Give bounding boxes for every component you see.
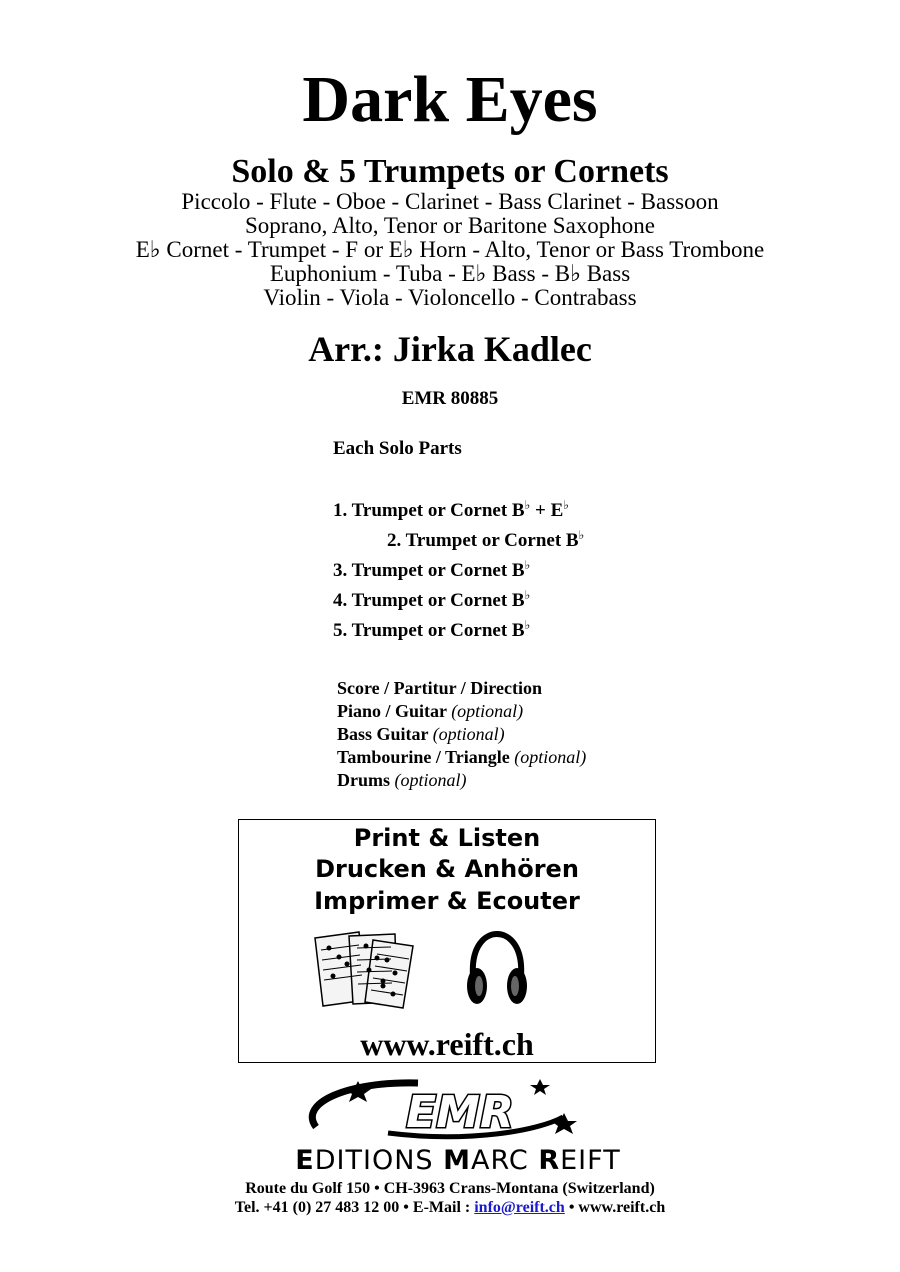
extra-label: Piano / Guitar [337, 701, 452, 721]
tagline-initial: R [538, 1145, 561, 1176]
publisher-address: Route du Golf 150 • CH-3963 Crans-Montana (Switzerland) [245, 1180, 655, 1197]
extra-part [337, 723, 505, 746]
extra-label: Tambourine / Triangle [337, 747, 515, 767]
headphones-icon [465, 930, 529, 1010]
part-label: 4. Trumpet or Cornet B [333, 590, 525, 611]
flat-sign: ♭ [524, 558, 531, 572]
tagline-initial: E [295, 1145, 315, 1176]
flat-sign: ♭ [524, 588, 531, 602]
extra-part [337, 769, 467, 792]
tagline-word: DITIONS [314, 1145, 444, 1176]
extra-part [337, 746, 586, 769]
extra-optional: (optional) [514, 747, 587, 767]
part-item [333, 620, 530, 642]
extra-optional: (optional) [394, 770, 467, 790]
part-label-tail: + E [530, 500, 564, 521]
part-item [333, 500, 569, 522]
star-icon [551, 1113, 577, 1134]
flat-sign: ♭ [578, 528, 585, 542]
promo-line-en: Print & Listen [353, 824, 541, 852]
arranger: Arr.: Jirka Kadlec [308, 329, 592, 369]
instrument-line-1: Piccolo - Flute - Oboe - Clarinet - Bass Clarinet - Bassoon [181, 189, 719, 214]
flat-sign: ♭ [563, 498, 569, 512]
extra-label: Score / Partitur / Direction [337, 678, 542, 698]
flat-sign: ♭ [524, 618, 531, 632]
part-item [333, 560, 530, 582]
tagline-word: ARC [471, 1145, 539, 1176]
tagline-initial: M [443, 1145, 471, 1176]
part-item [387, 530, 584, 552]
emr-logo-text: EMR [406, 1087, 514, 1138]
email-link[interactable]: info@reift.ch [474, 1199, 565, 1216]
part-label: 1. Trumpet or Cornet B [333, 500, 525, 521]
part-item [333, 590, 530, 612]
flat-sign: ♭ [524, 498, 531, 512]
instrument-line-4: Euphonium - Tuba - E♭ Bass - B♭ Bass [269, 261, 631, 286]
extra-optional: (optional) [451, 701, 524, 721]
extra-optional: (optional) [432, 724, 505, 744]
page-subtitle: Solo & 5 Trumpets or Cornets [231, 153, 669, 190]
instrument-line-2: Soprano, Alto, Tenor or Baritone Saxophone [245, 213, 655, 238]
instrument-line-3: E♭ Cornet - Trumpet - F or E♭ Horn - Alto, Tenor or Bass Trombone [135, 237, 765, 262]
part-label: 2. Trumpet or Cornet B [387, 530, 579, 551]
extra-part [337, 700, 523, 723]
extra-label: Drums [337, 770, 395, 790]
instrument-line-5: Violin - Viola - Violoncello - Contrabass [263, 285, 637, 310]
tagline-word: EIFT [560, 1145, 621, 1176]
emr-logo-mark [238, 1073, 678, 1145]
solo-parts-heading: Each Solo Parts [333, 438, 462, 459]
page-title: Dark Eyes [302, 63, 598, 136]
emr-logo [238, 1073, 678, 1176]
sheet-music-icon [311, 928, 423, 1010]
catalog-code: EMR 80885 [401, 388, 499, 409]
extra-part [337, 677, 542, 700]
promo-line-de: Drucken & Anhören [315, 855, 579, 883]
publisher-contact [0, 1197, 900, 1219]
promo-line-fr: Imprimer & Ecouter [314, 887, 580, 915]
contact-prefix: Tel. +41 (0) 27 483 12 00 • E-Mail : [234, 1199, 475, 1216]
extra-label: Bass Guitar [337, 724, 433, 744]
print-listen-box [238, 819, 656, 1063]
publisher-tagline [238, 1145, 678, 1176]
promo-url[interactable]: www.reift.ch [360, 1026, 534, 1062]
contact-suffix: • www.reift.ch [564, 1199, 666, 1216]
part-label: 3. Trumpet or Cornet B [333, 560, 525, 581]
part-label: 5. Trumpet or Cornet B [333, 620, 525, 641]
star-icon [530, 1079, 550, 1095]
